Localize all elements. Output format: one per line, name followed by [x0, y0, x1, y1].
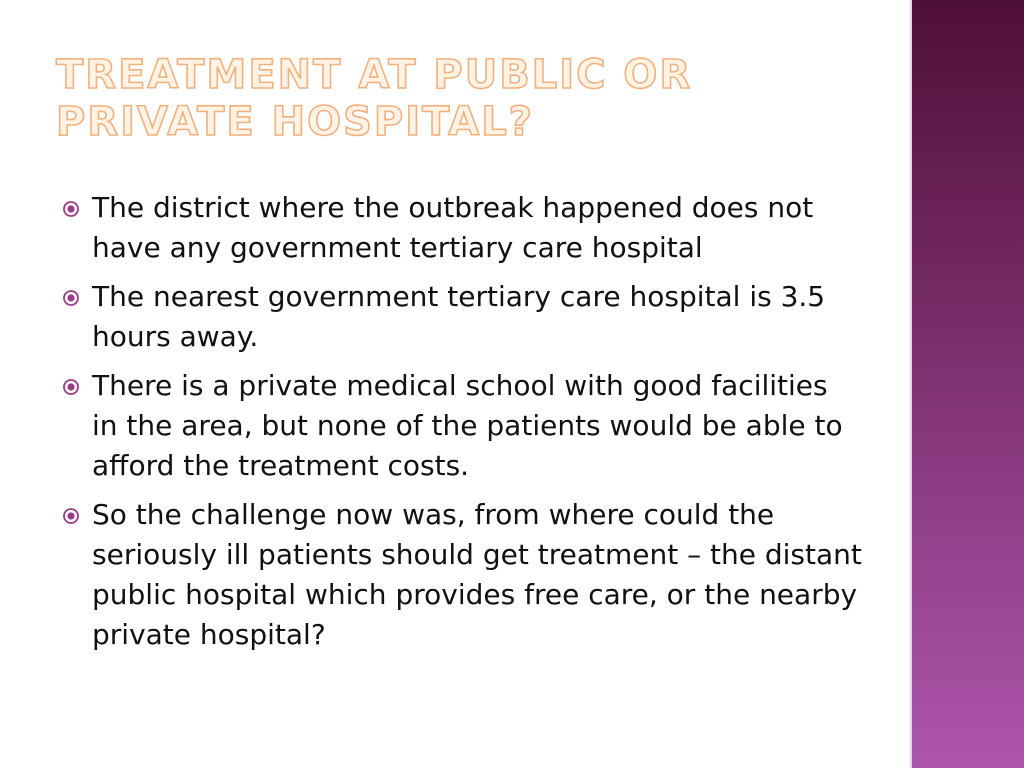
bullet-text: There is a private medical school with good facilities in the area, but none of the patients would be able to afford the treatment costs. — [92, 369, 843, 482]
bullet-text: The nearest government tertiary care hospital is 3.5 hours away. — [92, 280, 826, 353]
bullet-item — [62, 277, 862, 357]
circle-dot-bullet-icon — [62, 378, 80, 396]
bullet-text: So the challenge now was, from where could the seriously ill patients should get treatment – the distant public hospital which provides free care, or the nearby private hospital? — [92, 498, 862, 651]
circle-dot-bullet-icon — [62, 289, 80, 307]
bullet-item — [62, 495, 862, 655]
bullet-item — [62, 366, 862, 486]
bullet-item — [62, 188, 862, 268]
decorative-side-bar — [912, 0, 1024, 768]
circle-dot-bullet-icon — [62, 507, 80, 525]
slide-title: TREATMENT AT PUBLIC OR PRIVATE HOSPITAL? — [56, 52, 693, 146]
circle-dot-bullet-icon — [62, 200, 80, 218]
bullet-text: The district where the outbreak happened does not have any government tertiary care hospital — [92, 191, 814, 264]
bullet-list — [62, 188, 862, 664]
